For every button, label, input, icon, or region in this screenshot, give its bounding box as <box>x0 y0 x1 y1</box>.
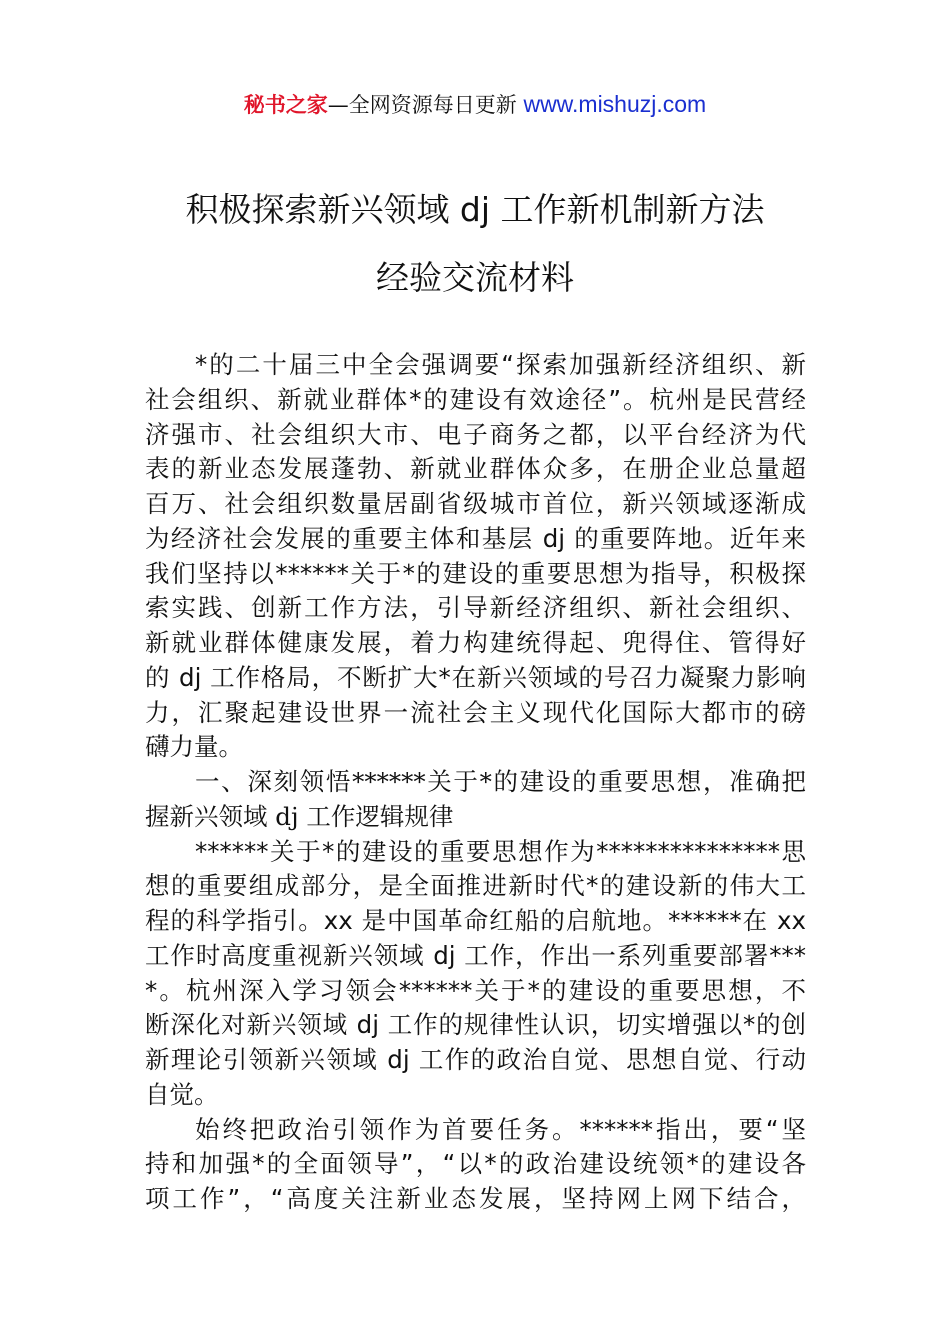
text-line: 持和加强*的全面领导”，“以*的政治建设统领*的建设各 <box>145 1149 806 1179</box>
paragraph <box>145 1113 806 1217</box>
text-line: 索实践、创新工作方法，引导新经济组织、新社会组织、 <box>145 593 806 623</box>
text-line: 断深化对新兴领域 dj 工作的规律性认识，切实增强以*的创 <box>145 1010 806 1040</box>
text-line: 始终把政治引领作为首要任务。******指出，要“坚 <box>195 1114 806 1144</box>
site-tagline: —全网资源每日更新 <box>327 93 524 117</box>
site-url-link[interactable]: www.mishuzj.com <box>523 91 707 117</box>
text-line: 百万、社会组织数量居副省级城市首位，新兴领域逐渐成 <box>145 489 806 518</box>
text-line: 礴力量。 <box>145 732 243 762</box>
text-line: 为经济社会发展的重要主体和基层 dj 的重要阵地。近年来 <box>145 523 806 553</box>
text-line: 表的新业态发展蓬勃、新就业群体众多，在册企业总量超 <box>145 454 806 484</box>
document-title-line-2: 经验交流材料 <box>376 258 574 297</box>
text-line: 一、深刻领悟******关于*的建设的重要思想，准确把 <box>195 767 806 796</box>
site-banner <box>0 88 950 121</box>
text-line: 社会组织、新就业群体*的建设有效途径”。杭州是民营经 <box>145 384 806 414</box>
text-line: 自觉。 <box>145 1079 219 1109</box>
text-line: 程的科学指引。xx 是中国革命红船的启航地。******在 xx <box>145 906 806 935</box>
text-line: 济强市、社会组织大市、电子商务之都，以平台经济为代 <box>145 419 806 449</box>
document-body <box>145 348 806 1217</box>
text-line: ******关于*的建设的重要思想作为***************思 <box>195 836 806 866</box>
text-line: 我们坚持以******关于*的建设的重要思想为指导，积极探 <box>145 558 806 588</box>
text-line: 工作时高度重视新兴领域 dj 工作，作出一系列重要部署*** <box>145 940 806 970</box>
text-line: *的二十届三中全会强调要“探索加强新经济组织、新 <box>195 350 806 379</box>
paragraph <box>145 835 806 1113</box>
section-heading <box>145 765 806 835</box>
document-title-line-1: 积极探索新兴领域 dj 工作新机制新方法 <box>185 190 765 229</box>
text-line: 握新兴领域 dj 工作逻辑规律 <box>145 801 454 831</box>
text-line: 想的重要组成部分，是全面推进新时代*的建设新的伟大工 <box>145 871 806 901</box>
paragraph <box>145 348 806 765</box>
text-line: 的 dj 工作格局，不断扩大*在新兴领域的号召力凝聚力影响 <box>145 662 806 692</box>
text-line: *。杭州深入学习领会******关于*的建设的重要思想，不 <box>145 975 806 1005</box>
text-line: 项工作”，“高度关注新业态发展，坚持网上网下结合， <box>145 1184 806 1213</box>
text-line: 新理论引领新兴领域 dj 工作的政治自觉、思想自觉、行动 <box>145 1045 806 1074</box>
text-line: 新就业群体健康发展，着力构建统得起、兜得住、管得好 <box>145 628 806 657</box>
site-brand: 秘书之家 <box>243 93 328 117</box>
text-line: 力，汇聚起建设世界一流社会主义现代化国际大都市的磅 <box>145 697 806 727</box>
